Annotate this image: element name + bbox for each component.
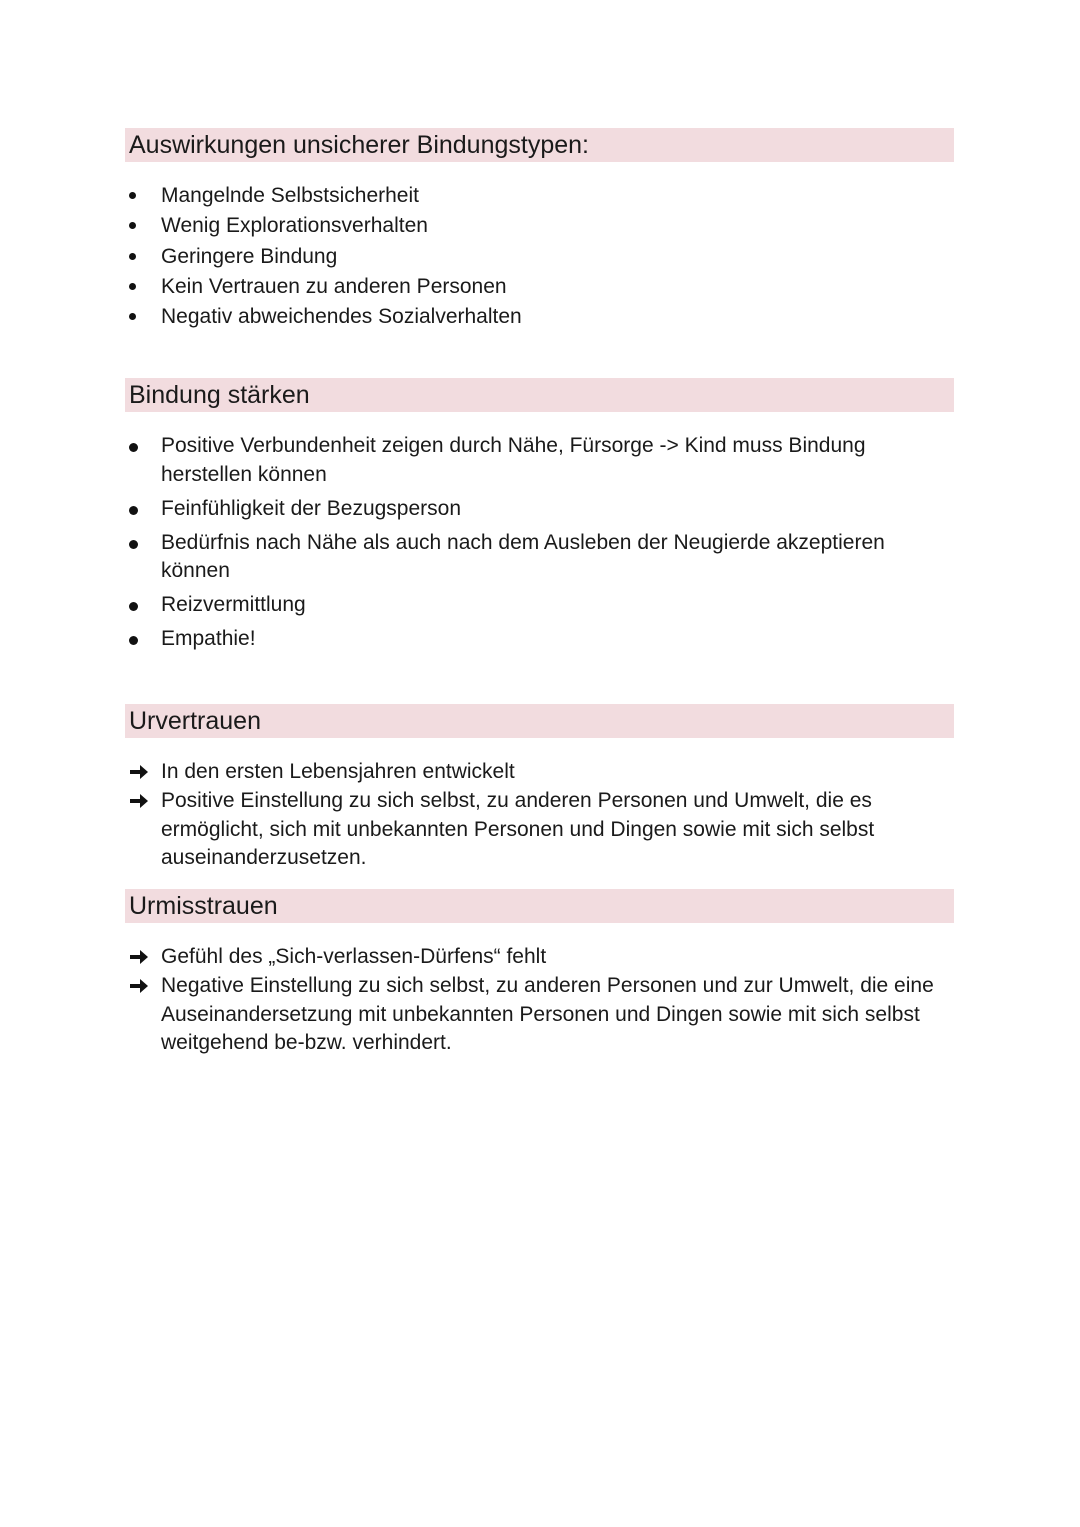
bullet-dot-icon [129, 283, 136, 290]
bullet-dot-icon [129, 253, 136, 260]
bullet-dot-icon [129, 602, 138, 611]
list-item [125, 242, 954, 272]
section-heading: Bindung stärken [125, 378, 954, 412]
list-item-text: Reizvermittlung [161, 593, 306, 616]
section-heading: Urmisstrauen [125, 889, 954, 923]
section-heading: Auswirkungen unsicherer Bindungstypen: [125, 128, 954, 162]
list-item [125, 787, 954, 873]
list-item-text: Bedürfnis nach Nähe als auch nach dem Ausleben der Neugierde akzeptieren können [161, 530, 885, 582]
right-arrow-icon [129, 976, 149, 996]
right-arrow-icon [129, 762, 149, 782]
list-item-text: Mangelnde Selbstsicherheit [161, 184, 419, 207]
list-item-text: Positive Verbundenheit zeigen durch Nähe, Fürsorge -> Kind muss Bindung herstellen können [161, 434, 866, 486]
list-item [125, 181, 954, 211]
list-item-text: Kein Vertrauen zu anderen Personen [161, 274, 507, 298]
list-item-text: Feinfühligkeit der Bezugsperson [161, 496, 462, 520]
right-arrow-icon [129, 947, 149, 967]
list-item [125, 272, 954, 302]
list-item [125, 211, 954, 241]
list-item [125, 972, 954, 1058]
list-item-text: Geringere Bindung [161, 244, 338, 268]
list-item [125, 625, 954, 654]
list-item [125, 943, 954, 972]
bullet-dot-icon [129, 636, 138, 645]
list-item [125, 432, 954, 489]
bullet-dot-icon [129, 443, 138, 452]
bullet-dot-icon [129, 313, 136, 320]
list-item-text: Positive Einstellung zu sich selbst, zu anderen Personen und Umwelt, die es ermöglicht, sich mit unbekannten Personen und Dingen sowie mit sich selbst auseinanderzusetzen. [161, 788, 875, 870]
bullet-dot-icon [129, 540, 138, 549]
arrow-list [125, 943, 954, 1058]
bullet-list [125, 181, 954, 332]
arrow-list [125, 758, 954, 873]
list-item-text: Negative Einstellung zu sich selbst, zu anderen Personen und zur Umwelt, die eine Auseinandersetzung mit unbekannten Personen und Dingen sowie mit sich selbst weitgehend be-bzw. verhindert. [161, 973, 934, 1055]
list-item [125, 529, 954, 586]
bullet-dot-icon [129, 222, 136, 229]
list-item [125, 495, 954, 524]
section-strengthen-attachment [125, 378, 954, 659]
list-item [125, 302, 954, 332]
section-basic-trust [125, 704, 954, 873]
list-item [125, 758, 954, 787]
list-item [125, 591, 954, 620]
list-item-text: Negativ abweichendes Sozialverhalten [161, 305, 522, 328]
list-item-text: In den ersten Lebensjahren entwickelt [161, 760, 515, 783]
bullet-list [125, 432, 954, 654]
list-item-text: Gefühl des „Sich-verlassen-Dürfens“ fehlt [161, 945, 547, 968]
right-arrow-icon [129, 791, 149, 811]
section-basic-mistrust [125, 889, 954, 1058]
bullet-dot-icon [129, 192, 136, 199]
bullet-dot-icon [129, 506, 138, 515]
list-item-text: Empathie! [161, 627, 256, 650]
section-heading: Urvertrauen [125, 704, 954, 738]
section-unsafe-attachment-effects [125, 128, 954, 332]
list-item-text: Wenig Explorationsverhalten [161, 214, 428, 238]
